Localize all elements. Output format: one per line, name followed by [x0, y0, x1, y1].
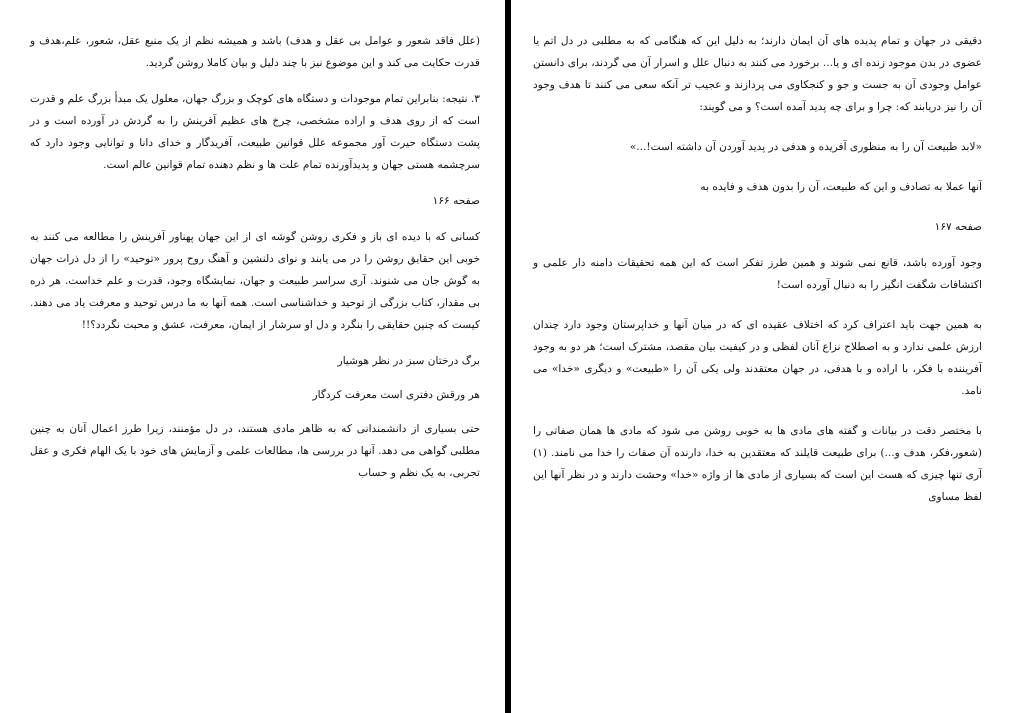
left-paragraph-3: کسانی که با دیده ای باز و فکری روشن گوشه ای از این جهان پهناور آفرینش را مطالعه می کنند به خوبی این حقایق روشن را در می یابند و نوای دلنشین و آهنگ روح پرور «توحید» را از دل ذرات جهان به گوش جان می شنوند. آری سراسر طبیعت و جهان، نمایشگاه وجود، قدرت و علم خداست. هر ذره بی مقدار، کتاب بزرگی از توحید و خداشناسی است. همه آنها به ما درس توحید و معرفت یاد می دهند. کیست که چنین حقایقی را بنگرد و دل او سرشار از ایمان، معرفت، عشق و محبت نگردد؟!! [30, 231, 480, 331]
right-paragraph-1: دقیقی در جهان و تمام پدیده های آن ایمان دارند؛ به دلیل این که هنگامی که به مطلبی در دل اتم یا عضوی در بدن موجود زنده ای و یا... برخورد می کنند به دنبال علل و اسرار آن می گردند، برای دانستن عوامل وجودی آن به جست و جو و کنجکاوی می پردازند و عجیب تر آنکه سعی می کنند تا هدف وجود آن را نیز دریابند که: چرا و برای چه پدید آمده است؟ و می گویند: [533, 35, 982, 113]
page-number-label: صفحه ۱۶۷ [934, 221, 982, 233]
right-page [511, 0, 1015, 713]
right-paragraph-4: به همین جهت باید اعتراف کرد که اختلاف عقیده ای که در میان آنها و خداپرستان وجود دارد چندان ارزش علمی ندارد و به اصطلاح نزاع آنان لفظی و در کیفیت بیان مقصد، مشترک است؛ هر دو به وجود آفریننده با فکر، با اراده و با هدفی، در جهان معتقدند ولی یکی آن را «طبیعت» و دیگری «خدا» می نامد. [533, 319, 982, 397]
right-paragraph-5: با مختصر دقت در بیانات و گفته های مادی ها به خوبی روشن می شود که مادی ها همان صفاتی را (شعور،فکر، هدف و...) برای طبیعت قایلند که معتقدین به خدا، دارنده آن صفات را خدا می نامند. (۱) آری تنها چیزی که هست این است که بسیاری از مادی ها از واژه «خدا» وحشت دارند و در نظر آنها این لفظ مساوی [533, 425, 982, 503]
poem-line-2: هر ورقش دفتری است معرفت کردگار [312, 389, 480, 401]
left-paragraph-1: (علل فاقد شعور و عوامل بی عقل و هدف) باشد و همیشه نظم از یک منبع عقل، شعور، علم،هدف و قدرت حکایت می کند و این موضوع نیز با چند دلیل و بیان کاملا روشن گردید. [30, 35, 480, 69]
poem-line-1: برگ درختان سبز در نظر هوشیار [337, 355, 480, 367]
left-paragraph-4: حتی بسیاری از دانشمندانی که به ظاهر مادی هستند، در دل مؤمنند، زیرا طرز اعمال آنان به چنین مطلبی گواهی می دهد. آنها در بررسی ها، مطالعات علمی و آزمایش های خود با یک الهام فکری و عقل تجربی، به یک نظم و حساب [30, 423, 480, 479]
page-number-label: صفحه ۱۶۶ [432, 195, 480, 207]
left-page [0, 0, 505, 713]
left-paragraph-2: ۳. نتیجه: بنابراین تمام موجودات و دستگاه های کوچک و بزرگ جهان، معلول یک مبدأ بزرگ علم و قدرت است که از روی هدف و اراده مشخصی، چرخ های عظیم آفرینش را به گردش در آورده است و در پشت دستگاه حیرت آور مجموعه علل قوانین طبیعت، آفریدگار و خدای دانا و توانایی وجود دارد که سرچشمه هستی جهان و پدیدآورنده تمام علت ها و نظم دهنده تمام قوانین عالم است. [30, 93, 480, 171]
right-quote: «لابد طبیعت آن را به منظوری آفریده و هدفی در پدید آوردن آن داشته است!...» [629, 141, 982, 153]
right-paragraph-3: وجود آورده باشد، قانع نمی شوند و همین طرز تفکر است که این همه تحقیقات دامنه دار علمی و اکتشافات شگفت انگیز را به دنبال آورده است! [533, 257, 982, 291]
right-paragraph-2: آنها عملا به تصادف و این که طبیعت، آن را بدون هدف و فایده به [700, 181, 982, 193]
